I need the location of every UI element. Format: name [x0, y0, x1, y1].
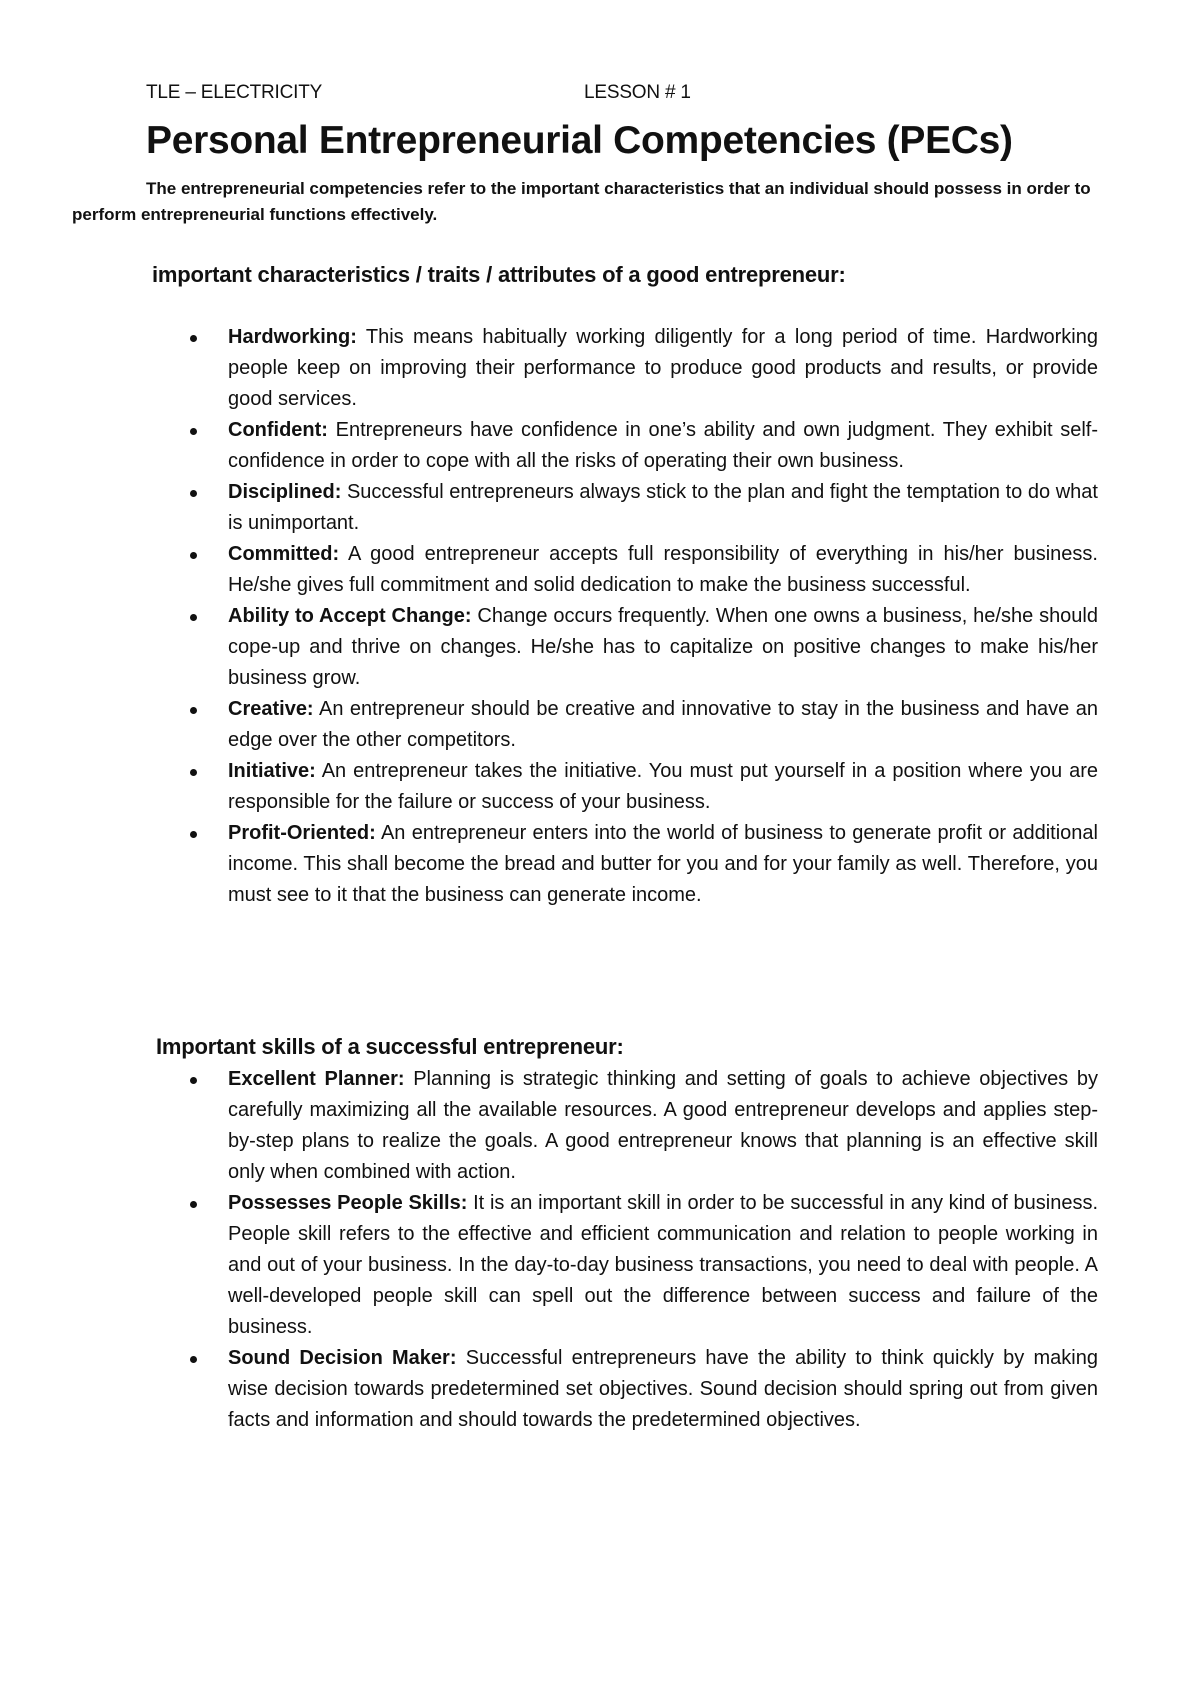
bullet-icon: [190, 335, 197, 342]
trait-description: Change occurs frequently. When one owns a business, he/she should cope-up and thrive on changes. He/she has to capitalize on positive changes to make his/her business grow.: [228, 605, 1098, 689]
trait-description: This means habitually working diligently for a long period of time. Hardworking people keep on improving their performance to produce good products and results, or provide good services.: [228, 326, 1098, 410]
bullet-icon: [190, 552, 197, 559]
trait-description: Successful entrepreneurs always stick to the plan and fight the temptation to do what is unimportant.: [228, 481, 1098, 534]
skill-description: It is an important skill in order to be successful in any kind of business. People skill refers to the effective and efficient communication and relation to people working in and out of your business. In the day-to-day business transactions, you need to deal with people. A well-developed people skill can spell out the difference between success and failure of the business.: [228, 1192, 1099, 1338]
skill-term: Possesses People Skills:: [228, 1192, 468, 1214]
trait-description: An entrepreneur enters into the world of business to generate profit or additional income. This shall become the bread and butter for you and for your family as well. Therefore, you must see to it that the business can generate income.: [228, 822, 1098, 906]
bullet-icon: [190, 707, 197, 714]
bullet-icon: [190, 490, 197, 497]
skill-term: Excellent Planner:: [228, 1068, 405, 1090]
skill-term: Sound Decision Maker:: [228, 1347, 457, 1369]
list-item-disciplined: [178, 477, 1098, 539]
list-item-committed: [178, 539, 1098, 601]
trait-term: Committed:: [228, 543, 340, 565]
trait-term: Confident:: [228, 419, 328, 441]
intro-paragraph: The entrepreneurial competencies refer to the important characteristics that an individual should possess in order to perform entrepreneurial functions effectively.: [72, 179, 1091, 224]
trait-term: Initiative:: [228, 760, 316, 782]
bullet-icon: [190, 831, 197, 838]
bullet-icon: [190, 769, 197, 776]
list-item-initiative: [178, 756, 1098, 818]
traits-list: [178, 322, 1098, 911]
trait-description: Entrepreneurs have confidence in one’s ability and own judgment. They exhibit self-confidence in order to cope with all the risks of operating their own business.: [228, 419, 1098, 472]
list-item-confident: [178, 415, 1098, 477]
list-item-hardworking: [178, 322, 1098, 415]
traits-section-heading: important characteristics / traits / attributes of a good entrepreneur:: [152, 262, 846, 287]
list-item-creative: [178, 694, 1098, 756]
skill-description: Successful entrepreneurs have the ability to think quickly by making wise decision towards predetermined set objectives. Sound decision should spring out from given facts and information and should towards the predetermined objectives.: [228, 1347, 1098, 1431]
trait-description: An entrepreneur takes the initiative. You must put yourself in a position where you are responsible for the failure or success of your business.: [228, 760, 1098, 813]
trait-description: A good entrepreneur accepts full responsibility of everything in his/her business. He/she gives full commitment and solid dedication to make the business successful.: [228, 543, 1098, 596]
lesson-label: LESSON # 1: [584, 82, 691, 103]
trait-term: Profit-Oriented:: [228, 822, 376, 844]
page-title: Personal Entrepreneurial Competencies (PECs): [146, 119, 1013, 162]
bullet-icon: [190, 1077, 197, 1084]
skills-list: [178, 1064, 1098, 1436]
trait-term: Disciplined:: [228, 481, 342, 503]
subject-label: TLE – ELECTRICITY: [146, 82, 323, 103]
trait-term: Ability to Accept Change:: [228, 605, 472, 627]
list-item-profit-oriented: [178, 818, 1098, 911]
skill-description: Planning is strategic thinking and setting of goals to achieve objectives by carefully maximizing all the available resources. A good entrepreneur develops and applies step-by-step plans to realize the goals. A good entrepreneur knows that planning is an effective skill only when combined with action.: [228, 1068, 1098, 1183]
trait-term: Creative:: [228, 698, 314, 720]
bullet-icon: [190, 428, 197, 435]
list-item-accept-change: [178, 601, 1098, 694]
trait-description: An entrepreneur should be creative and innovative to stay in the business and have an edge over the other competitors.: [228, 698, 1098, 751]
list-item-people-skills: [178, 1188, 1098, 1343]
page-header: [146, 82, 846, 110]
bullet-icon: [190, 614, 197, 621]
list-item-excellent-planner: [178, 1064, 1098, 1188]
bullet-icon: [190, 1201, 197, 1208]
trait-term: Hardworking:: [228, 326, 357, 348]
skills-section-heading: Important skills of a successful entrepreneur:: [156, 1034, 624, 1059]
list-item-decision-maker: [178, 1343, 1098, 1436]
bullet-icon: [190, 1356, 197, 1363]
